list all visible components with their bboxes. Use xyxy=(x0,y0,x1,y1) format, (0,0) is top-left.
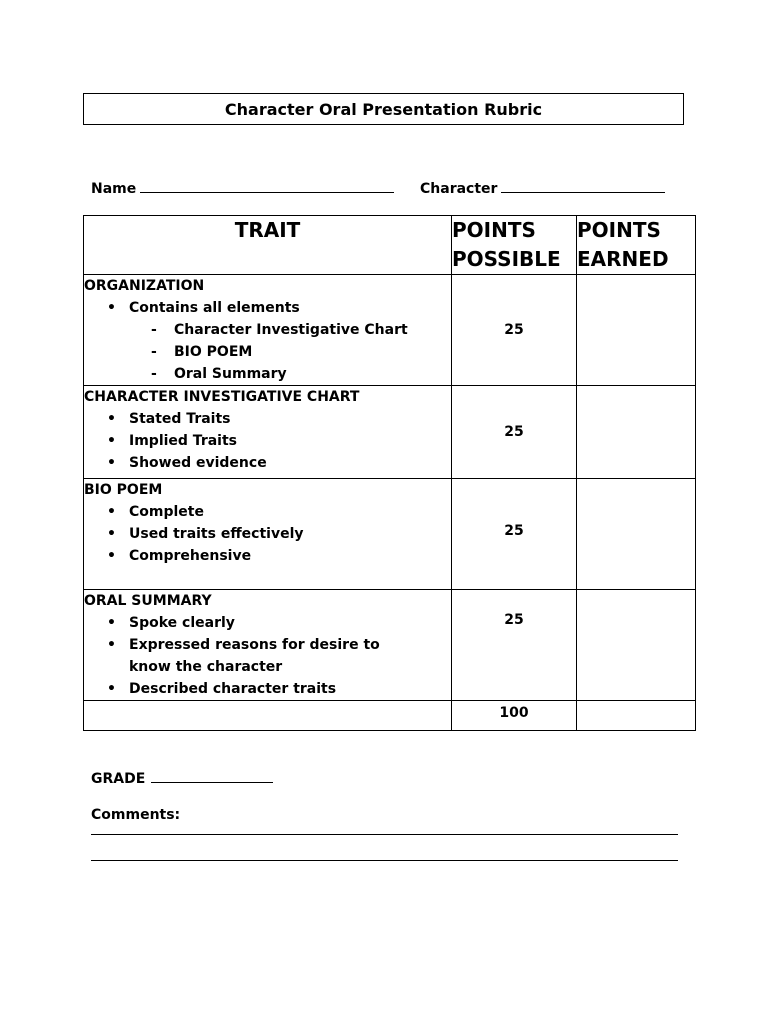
total-points-cell: 100 xyxy=(452,701,577,731)
bullet-icon: • xyxy=(107,681,116,697)
points-possible-header xyxy=(452,216,577,275)
bullet-icon: • xyxy=(107,411,116,427)
list-item xyxy=(84,297,451,319)
bullet-icon: • xyxy=(107,433,116,449)
grade-label: GRADE xyxy=(91,771,146,787)
list-item xyxy=(84,612,451,634)
list-item-text: Spoke clearly xyxy=(129,615,235,631)
trait-header: TRAIT xyxy=(84,216,452,275)
points-possible-cell: 25 xyxy=(452,590,577,701)
list-item-text: Stated Traits xyxy=(129,411,231,427)
list-item xyxy=(84,678,451,700)
points-earned-header-line1: POINTS xyxy=(577,218,661,242)
trait-cell-character-chart xyxy=(84,386,452,479)
bullet-icon: • xyxy=(107,455,116,471)
points-possible-header-line1: POINTS xyxy=(452,218,536,242)
list-item-text: Showed evidence xyxy=(129,455,267,471)
bullet-icon: • xyxy=(107,615,116,631)
list-item xyxy=(84,452,451,474)
sub-list-item xyxy=(84,363,451,385)
table-header-row xyxy=(84,216,696,275)
bullet-icon: • xyxy=(107,504,116,520)
total-earned-cell[interactable] xyxy=(577,701,696,731)
list-item-text: Comprehensive xyxy=(129,548,252,564)
sub-list-item-text: Oral Summary xyxy=(174,366,287,382)
rubric-table xyxy=(83,215,696,731)
dash-icon: - xyxy=(151,366,157,382)
section-title: CHARACTER INVESTIGATIVE CHART xyxy=(84,389,360,405)
list-item-text: Complete xyxy=(129,504,204,520)
bullet-icon: • xyxy=(107,637,116,653)
points-possible-cell: 25 xyxy=(452,386,577,479)
trait-cell-organization xyxy=(84,275,452,386)
rubric-title: Character Oral Presentation Rubric xyxy=(83,93,684,125)
section-title: BIO POEM xyxy=(84,482,163,498)
points-possible-header-line2: POSSIBLE xyxy=(452,247,561,271)
list-item xyxy=(84,545,451,567)
points-possible-cell: 25 xyxy=(452,275,577,386)
list-item-text: Expressed reasons for desire to know the character xyxy=(129,637,380,675)
sub-list-item-text: BIO POEM xyxy=(174,344,253,360)
list-item xyxy=(84,501,451,523)
list-item-text: Contains all elements xyxy=(129,300,300,316)
bullet-icon: • xyxy=(107,526,116,542)
list-item-text: Used traits effectively xyxy=(129,526,304,542)
list-item xyxy=(84,408,451,430)
list-item-text: Implied Traits xyxy=(129,433,237,449)
dash-icon: - xyxy=(151,322,157,338)
trait-cell-bio-poem xyxy=(84,479,452,590)
section-title: ORAL SUMMARY xyxy=(84,593,212,609)
name-blank-line[interactable] xyxy=(140,178,394,193)
points-earned-header xyxy=(577,216,696,275)
comment-line[interactable] xyxy=(91,860,678,861)
name-label: Name xyxy=(91,181,137,197)
points-earned-cell[interactable] xyxy=(577,479,696,590)
table-row xyxy=(84,479,696,590)
list-item xyxy=(84,634,451,678)
total-row xyxy=(84,701,696,731)
character-field[interactable] xyxy=(420,178,665,197)
sub-list-item-text: Character Investigative Chart xyxy=(174,322,408,338)
bullet-icon: • xyxy=(107,300,116,316)
points-earned-header-line2: EARNED xyxy=(577,247,669,271)
section-title: ORGANIZATION xyxy=(84,278,205,294)
bullet-icon: • xyxy=(107,548,116,564)
list-item xyxy=(84,523,451,545)
list-item xyxy=(84,430,451,452)
total-empty-cell xyxy=(84,701,452,731)
character-blank-line[interactable] xyxy=(501,178,665,193)
dash-icon: - xyxy=(151,344,157,360)
grade-field[interactable] xyxy=(91,768,273,787)
points-earned-cell[interactable] xyxy=(577,275,696,386)
comment-line[interactable] xyxy=(91,834,678,835)
points-earned-cell[interactable] xyxy=(577,590,696,701)
character-label: Character xyxy=(420,181,498,197)
list-item-text: Described character traits xyxy=(129,681,337,697)
table-row xyxy=(84,386,696,479)
grade-blank-line[interactable] xyxy=(151,768,273,783)
trait-cell-oral-summary xyxy=(84,590,452,701)
sub-list-item xyxy=(84,341,451,363)
comments-label: Comments: xyxy=(91,807,181,823)
table-row xyxy=(84,275,696,386)
table-row xyxy=(84,590,696,701)
points-earned-cell[interactable] xyxy=(577,386,696,479)
sub-list-item xyxy=(84,319,451,341)
points-possible-cell: 25 xyxy=(452,479,577,590)
name-field[interactable] xyxy=(91,178,394,197)
